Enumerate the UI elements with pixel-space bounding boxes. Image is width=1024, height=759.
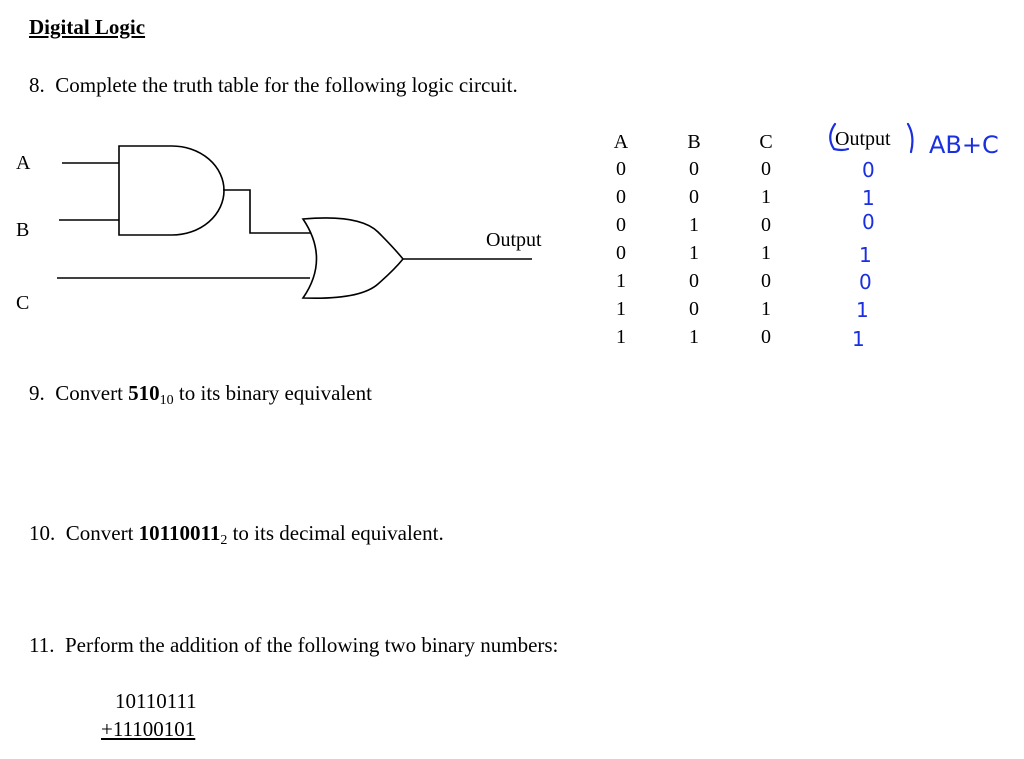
table-cell: 0: [616, 242, 626, 264]
input-label-b: B: [16, 219, 30, 241]
handwritten-output: 1: [856, 298, 869, 322]
table-cell: 0: [616, 214, 626, 236]
question-number: 10.: [29, 521, 56, 545]
table-cell: 0: [616, 186, 626, 208]
table-header-c: C: [759, 131, 773, 153]
table-cell: 1: [616, 298, 626, 320]
addition-operand-1: 10110111: [115, 689, 197, 713]
table-cell: 0: [689, 186, 699, 208]
input-label-a: A: [16, 152, 31, 174]
question-11: [29, 633, 558, 658]
question-number: 9.: [29, 381, 45, 405]
handwritten-expression: AB+C: [929, 131, 999, 159]
wire-and-to-or: [223, 190, 311, 233]
table-cell: 0: [761, 214, 771, 236]
question-text: to its decimal equivalent.: [227, 521, 444, 545]
question-number: 8.: [29, 73, 45, 97]
question-text: Convert: [55, 381, 129, 405]
decimal-value: 510: [128, 381, 160, 405]
table-cell: 1: [689, 326, 699, 348]
base-subscript: 10: [159, 393, 174, 408]
handwritten-paren-right: [908, 124, 912, 152]
and-gate-icon: [119, 146, 224, 235]
table-cell: 1: [689, 214, 699, 236]
table-header-output: Output: [835, 128, 891, 150]
handwritten-output: 1: [862, 186, 875, 210]
handwritten-output: 1: [859, 243, 872, 267]
table-cell: 1: [689, 242, 699, 264]
question-number: 11.: [29, 633, 55, 657]
table-cell: 0: [761, 270, 771, 292]
table-cell: 1: [761, 186, 771, 208]
table-cell: 0: [761, 326, 771, 348]
table-cell: 1: [761, 298, 771, 320]
binary-value: 10110011: [138, 521, 221, 545]
question-text: Complete the truth table for the following logic circuit.: [55, 73, 518, 97]
handwritten-output: 1: [852, 327, 865, 351]
table-cell: 1: [761, 242, 771, 264]
question-9: [29, 381, 372, 406]
handwritten-output: 0: [862, 210, 875, 234]
or-gate-icon: [303, 218, 403, 298]
table-cell: 0: [616, 158, 626, 180]
handwritten-output: 0: [862, 158, 875, 182]
table-header-a: A: [613, 131, 629, 153]
addition-operand-2: +11100101: [101, 717, 196, 741]
table-cell: 0: [689, 270, 699, 292]
table-header-b: B: [687, 131, 701, 153]
table-cell: 1: [616, 326, 626, 348]
output-label: Output: [486, 229, 542, 251]
question-10: [29, 521, 444, 546]
base-subscript: 2: [220, 533, 228, 548]
question-text: to its binary equivalent: [173, 381, 372, 405]
page-title: Digital Logic: [29, 15, 146, 39]
table-cell: 0: [761, 158, 771, 180]
table-cell: 1: [616, 270, 626, 292]
table-cell: 0: [689, 298, 699, 320]
handwritten-output: 0: [859, 270, 872, 294]
question-text: Perform the addition of the following two binary numbers:: [64, 633, 559, 657]
question-text: Convert: [65, 521, 139, 545]
table-cell: 0: [689, 158, 699, 180]
input-label-c: C: [16, 292, 30, 314]
